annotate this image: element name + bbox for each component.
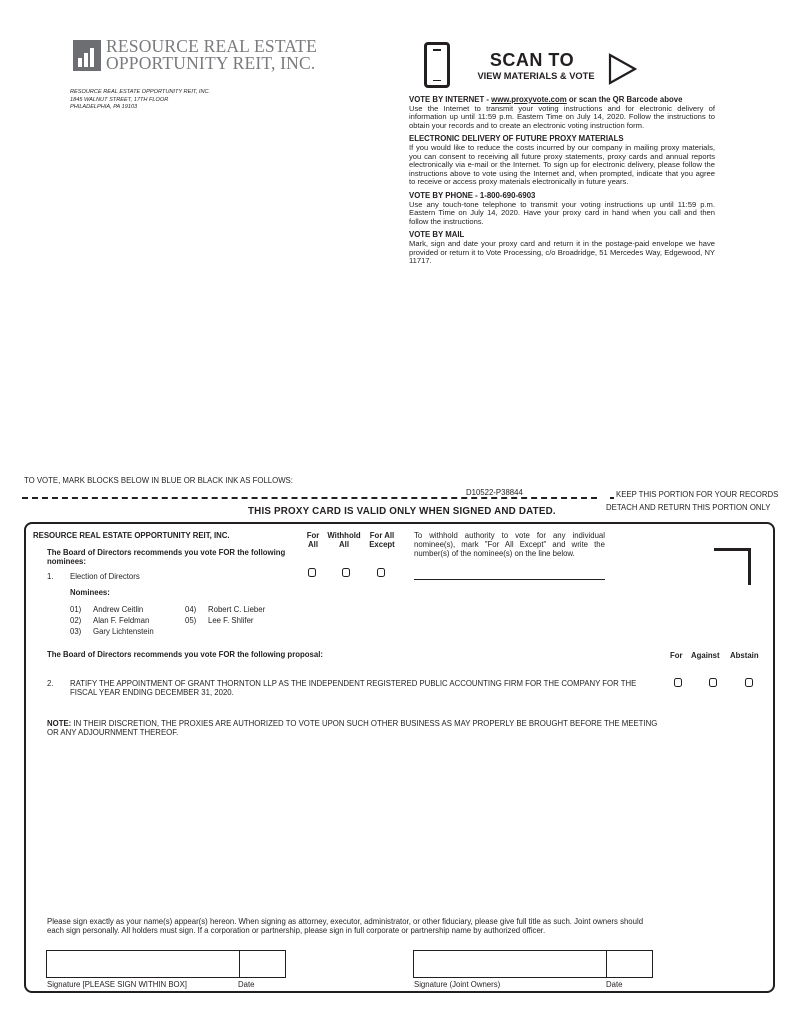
item-1-text: Election of Directors bbox=[70, 572, 140, 581]
valid-notice: THIS PROXY CARD IS VALID ONLY WHEN SIGNED AND DATED. bbox=[248, 506, 556, 517]
for-all-except-checkbox[interactable] bbox=[377, 568, 385, 577]
nominee-name-01: Andrew Ceitlin bbox=[93, 605, 144, 614]
scan-title: SCAN TO bbox=[489, 50, 575, 70]
item-2-number: 2. bbox=[47, 679, 54, 688]
phone-text: Use any touch-tone telephone to transmit your voting instructions up until 11:59 p.m. Eastern Time on July 14, 2020. Have your proxy card in hand when you call and then follow the instructions. bbox=[409, 199, 715, 226]
for-all-checkbox[interactable] bbox=[308, 568, 316, 577]
withhold-all-checkbox[interactable] bbox=[342, 568, 350, 577]
note bbox=[47, 719, 659, 737]
internet-heading-prefix: VOTE BY INTERNET - bbox=[409, 95, 492, 104]
column-abstain: Abstain bbox=[730, 651, 759, 660]
joint-signature-date-divider bbox=[606, 951, 607, 977]
item-2-for-checkbox[interactable] bbox=[674, 678, 682, 687]
nominee-num-02: 02) bbox=[70, 616, 82, 625]
control-code: D10522-P38844 bbox=[463, 488, 526, 497]
sign-instructions: Please sign exactly as your name(s) appear(s) hereon. When signing as attorney, executor, administrator, or other fiduciary, please give full title as such. Joint owners should each sign personally. All holders must sign. If a corporation or partnership, please sign in full corporate or partnership name by authorized officer. bbox=[47, 917, 644, 935]
column-for-all: For All bbox=[306, 531, 320, 549]
logo-line-1: RESOURCE REAL ESTATE bbox=[106, 36, 317, 56]
item-2-against-checkbox[interactable] bbox=[709, 678, 717, 687]
keep-portion-text: KEEP THIS PORTION FOR YOUR RECORDS bbox=[616, 490, 779, 499]
corner-mark bbox=[714, 548, 751, 585]
address-line-2: 1845 WALNUT STREET, 17TH FLOOR bbox=[70, 96, 169, 103]
date-label-1: Date bbox=[238, 980, 255, 989]
board-recommendation-1: The Board of Directors recommends you vote FOR the following nominees: bbox=[47, 548, 286, 566]
item-1-number: 1. bbox=[47, 572, 54, 581]
internet-text: Use the Internet to transmit your voting instructions and for electronic delivery of information up until 11:59 p.m. Eastern Time on July 14, 2020. Follow the instructions to obtain your records and to create an electronic voting instruction form. bbox=[409, 103, 715, 130]
electronic-heading: ELECTRONIC DELIVERY OF FUTURE PROXY MATERIALS bbox=[409, 134, 624, 144]
signature-box[interactable] bbox=[46, 950, 286, 978]
mobile-phone-icon bbox=[424, 42, 450, 88]
mail-heading: VOTE BY MAIL bbox=[409, 230, 465, 240]
signature-label: Signature [PLEASE SIGN WITHIN BOX] bbox=[47, 980, 187, 989]
column-against: Against bbox=[691, 651, 720, 660]
address-line-3: PHILADELPHIA, PA 19103 bbox=[70, 104, 138, 111]
electronic-text: If you would like to reduce the costs incurred by our company in mailing proxy materials, you can consent to receiving all future proxy statements, proxy cards and annual reports electronically via e-mail or the Internet. To sign up for electronic delivery, please follow the instructions above to vote using the Internet and, when prompted, indicate that you agree to receive or access proxy materials electronically in future years. bbox=[409, 142, 715, 187]
play-arrow-icon bbox=[608, 53, 638, 85]
nominees-label: Nominees: bbox=[70, 588, 110, 597]
voting-instructions bbox=[409, 96, 715, 271]
card-company-name: RESOURCE REAL ESTATE OPPORTUNITY REIT, INC. bbox=[33, 531, 230, 540]
mark-instructions: TO VOTE, MARK BLOCKS BELOW IN BLUE OR BLACK INK AS FOLLOWS: bbox=[24, 476, 293, 485]
address-line-1: RESOURCE REAL ESTATE OPPORTUNITY REIT, INC. bbox=[70, 89, 211, 95]
company-logo-icon bbox=[73, 40, 101, 71]
scan-subtitle: VIEW MATERIALS & VOTE bbox=[477, 71, 595, 81]
detach-line bbox=[22, 497, 597, 499]
nominee-name-04: Robert C. Lieber bbox=[208, 605, 266, 614]
company-logo-text bbox=[106, 38, 317, 72]
nominee-name-05: Lee F. Shlifer bbox=[208, 616, 254, 625]
column-for-all-except: For All Except bbox=[369, 531, 395, 549]
nominee-name-03: Gary Lichtenstein bbox=[93, 627, 154, 636]
withhold-instruction: To withhold authority to vote for any individual nominee(s), mark "For All Except" and write the number(s) of the nominee(s) on the line below. bbox=[414, 531, 605, 558]
date-label-2: Date bbox=[606, 980, 623, 989]
column-withhold-all: Withhold All bbox=[327, 531, 361, 549]
nominee-num-03: 03) bbox=[70, 627, 82, 636]
board-recommendation-2: The Board of Directors recommends you vote FOR the following proposal: bbox=[47, 650, 323, 659]
item-2-text: RATIFY THE APPOINTMENT OF GRANT THORNTON LLP AS THE INDEPENDENT REGISTERED PUBLIC ACCOUNTING FIRM FOR THE COMPANY FOR THE FISCAL YEAR ENDING DECEMBER 31, 2020. bbox=[70, 679, 637, 697]
signature-date-divider bbox=[239, 951, 240, 977]
phone-heading: VOTE BY PHONE - 1-800-690-6903 bbox=[409, 190, 536, 200]
item-2-abstain-checkbox[interactable] bbox=[745, 678, 753, 687]
mail-text: Mark, sign and date your proxy card and return it in the postage-paid envelope we have provided or return it to Vote Processing, c/o Broadridge, 51 Mercedes Way, Edgewood, NY 11717. bbox=[409, 238, 715, 266]
nominee-num-01: 01) bbox=[70, 605, 82, 614]
note-text: IN THEIR DISCRETION, THE PROXIES ARE AUTHORIZED TO VOTE UPON SUCH OTHER BUSINESS AS MAY PROPERLY BE BROUGHT BEFORE THE MEETING OR ANY ADJOURNMENT THEREOF. bbox=[47, 719, 658, 737]
nominee-num-05: 05) bbox=[185, 616, 197, 625]
note-label: NOTE: bbox=[47, 719, 72, 728]
company-address bbox=[70, 89, 210, 112]
internet-heading-suffix: or scan the QR Barcode above bbox=[566, 95, 683, 104]
column-for: For bbox=[670, 651, 683, 660]
joint-signature-box[interactable] bbox=[413, 950, 653, 978]
joint-signature-label: Signature (Joint Owners) bbox=[414, 980, 501, 989]
detach-portion-text: DETACH AND RETURN THIS PORTION ONLY bbox=[606, 503, 771, 512]
logo-line-2: OPPORTUNITY REIT, INC. bbox=[106, 53, 316, 73]
nominee-num-04: 04) bbox=[185, 605, 197, 614]
nominee-name-02: Alan F. Feldman bbox=[93, 616, 150, 625]
nominee-number-writein-line[interactable] bbox=[414, 579, 605, 580]
proxyvote-link[interactable]: www.proxyvote.com bbox=[491, 95, 567, 104]
